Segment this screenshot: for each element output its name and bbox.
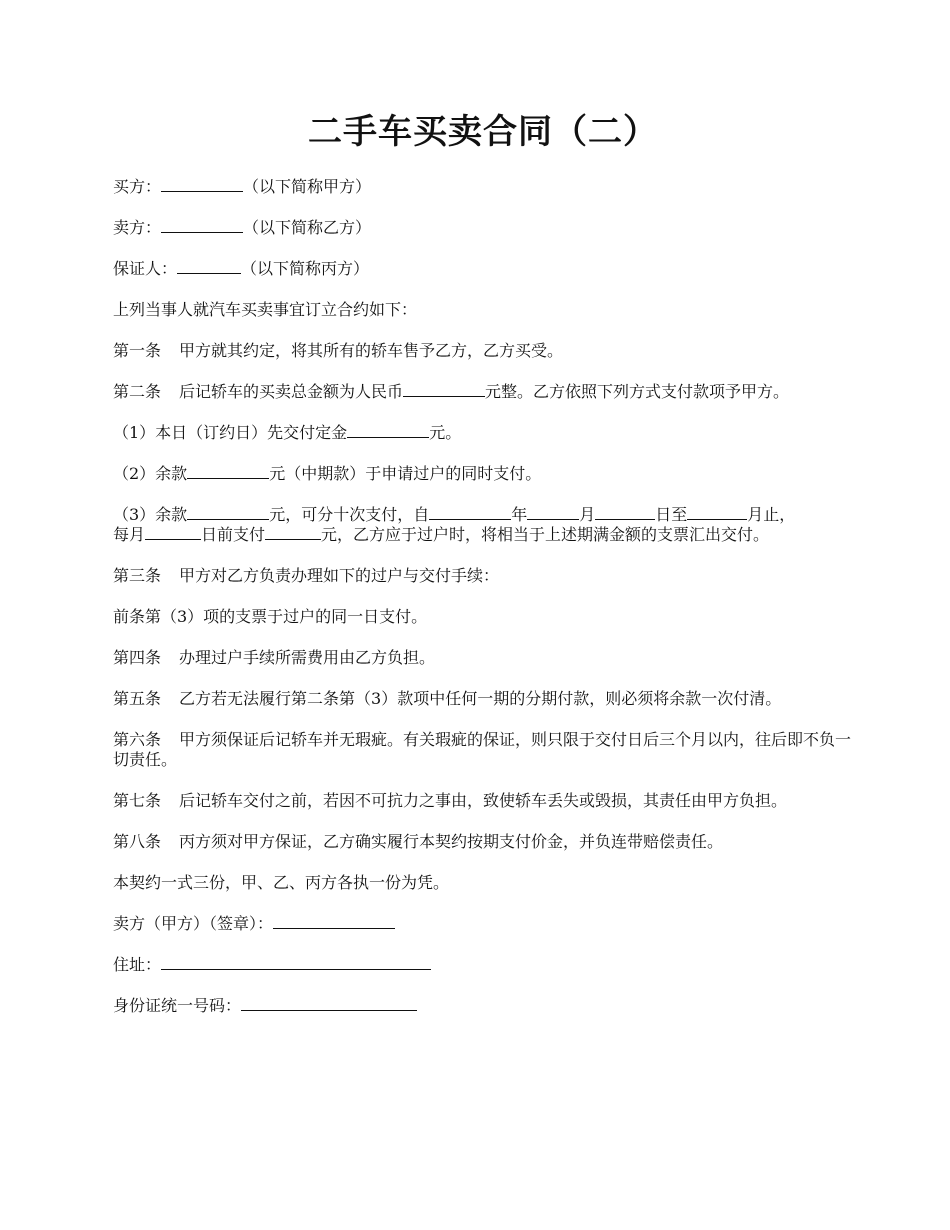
- deposit-blank[interactable]: [347, 423, 429, 438]
- start-month-blank[interactable]: [527, 505, 579, 520]
- payment-item-3-text: （3）余款: [113, 504, 188, 524]
- article-6-text: 甲方须保证后记轿车并无瑕疵。有关瑕疵的保证，则只限于交付日后三个月以内，往后即不负一切责任。: [113, 729, 852, 769]
- seller-blank[interactable]: [161, 218, 243, 233]
- monthly-amount-blank[interactable]: [265, 525, 321, 540]
- payment-item-1: [113, 423, 853, 443]
- seller-signature-label: 卖方（甲方）（签章）：: [113, 913, 274, 933]
- balance-blank[interactable]: [187, 505, 269, 520]
- guarantor-line: [113, 259, 853, 279]
- day-to-label: 日至: [655, 504, 688, 524]
- document-title: 二手车买卖合同（二）: [308, 112, 658, 152]
- buyer-suffix: （以下简称甲方）: [243, 176, 372, 196]
- guarantor-blank[interactable]: [177, 259, 241, 274]
- buyer-line: [113, 177, 853, 197]
- address-label: 住址：: [113, 954, 162, 974]
- article-1-heading: 第一条: [113, 340, 162, 360]
- seller-signature-line: [113, 914, 853, 934]
- seller-suffix: （以下简称乙方）: [243, 217, 372, 237]
- copies-statement: 本契约一式三份，甲、乙、丙方各执一份为凭。: [113, 872, 450, 892]
- article-4-text: 办理过户手续所需费用由乙方负担。: [179, 647, 436, 667]
- payment-item-3-tail: 元，乙方应于过户时，将相当于上述期满金额的支票汇出交付。: [321, 524, 770, 544]
- seller-signature-blank[interactable]: [273, 914, 395, 929]
- guarantor-suffix: （以下简称丙方）: [241, 258, 370, 278]
- article-4: [113, 648, 853, 668]
- end-month-blank[interactable]: [687, 505, 747, 520]
- article-3-heading: 第三条: [113, 565, 162, 585]
- buyer-label: 买方：: [113, 176, 162, 196]
- article-6: [113, 730, 853, 770]
- payment-item-3: [113, 505, 853, 545]
- article-3-text: 甲方对乙方负责办理如下的过户与交付手续：: [179, 565, 500, 585]
- total-amount-blank[interactable]: [403, 382, 485, 397]
- payment-item-2-rest: 元（中期款）于申请过户的同时支付。: [269, 463, 542, 483]
- article-2-heading: 第二条: [113, 381, 162, 401]
- seller-line: [113, 218, 853, 238]
- id-number-label: 身份证统一号码：: [113, 995, 242, 1015]
- address-blank[interactable]: [161, 955, 431, 970]
- contract-page: [113, 112, 853, 1037]
- pay-before-label: 日前支付: [201, 524, 266, 544]
- payment-item-2: [113, 464, 853, 484]
- article-5-text: 乙方若无法履行第二条第（3）款项中任何一期的分期付款，则必须将余款一次付清。: [179, 688, 782, 708]
- start-year-blank[interactable]: [429, 505, 511, 520]
- article-3-sub: 前条第（3）项的支票于过户的同一日支付。: [113, 606, 428, 626]
- article-6-heading: 第六条: [113, 729, 162, 749]
- seller-label: 卖方：: [113, 217, 162, 237]
- midterm-blank[interactable]: [187, 464, 269, 479]
- monthly-day-blank[interactable]: [145, 525, 201, 540]
- monthly-label: 每月: [113, 524, 146, 544]
- payment-item-3-from: 元，可分十次支付，自: [269, 504, 430, 524]
- article-4-heading: 第四条: [113, 647, 162, 667]
- article-8-text: 丙方须对甲方保证，乙方确实履行本契约按期支付价金，并负连带赔偿责任。: [179, 831, 724, 851]
- address-line: [113, 955, 853, 975]
- article-3: [113, 566, 853, 586]
- article-2-text-2: 元整。乙方依照下列方式支付款项予甲方。: [485, 381, 790, 401]
- article-8: [113, 832, 853, 852]
- id-number-blank[interactable]: [241, 996, 417, 1011]
- year-label: 年: [511, 504, 528, 524]
- article-1-text: 甲方就其约定，将其所有的轿车售予乙方，乙方买受。: [179, 340, 564, 360]
- article-8-heading: 第八条: [113, 831, 162, 851]
- article-7: [113, 791, 843, 811]
- month-end-label: 月止，: [747, 504, 796, 524]
- article-1: [113, 341, 853, 361]
- article-5: [113, 689, 833, 709]
- start-day-blank[interactable]: [595, 505, 655, 520]
- buyer-blank[interactable]: [161, 177, 243, 192]
- payment-item-1-text: （1）本日（订约日）先交付定金: [113, 422, 348, 442]
- payment-item-2-text: （2）余款: [113, 463, 188, 483]
- intro-paragraph: 上列当事人就汽车买卖事宜订立合约如下：: [113, 299, 418, 319]
- article-2-text-1: 后记轿车的买卖总金额为人民币: [179, 381, 404, 401]
- article-7-heading: 第七条: [113, 790, 162, 810]
- guarantor-label: 保证人：: [113, 258, 178, 278]
- article-2: [113, 382, 833, 402]
- article-7-text: 后记轿车交付之前，若因不可抗力之事由，致使轿车丢失或毁损，其责任由甲方负担。: [179, 790, 788, 810]
- payment-item-1-unit: 元。: [429, 422, 462, 442]
- month-label: 月: [579, 504, 596, 524]
- article-5-heading: 第五条: [113, 688, 162, 708]
- id-number-line: [113, 996, 853, 1016]
